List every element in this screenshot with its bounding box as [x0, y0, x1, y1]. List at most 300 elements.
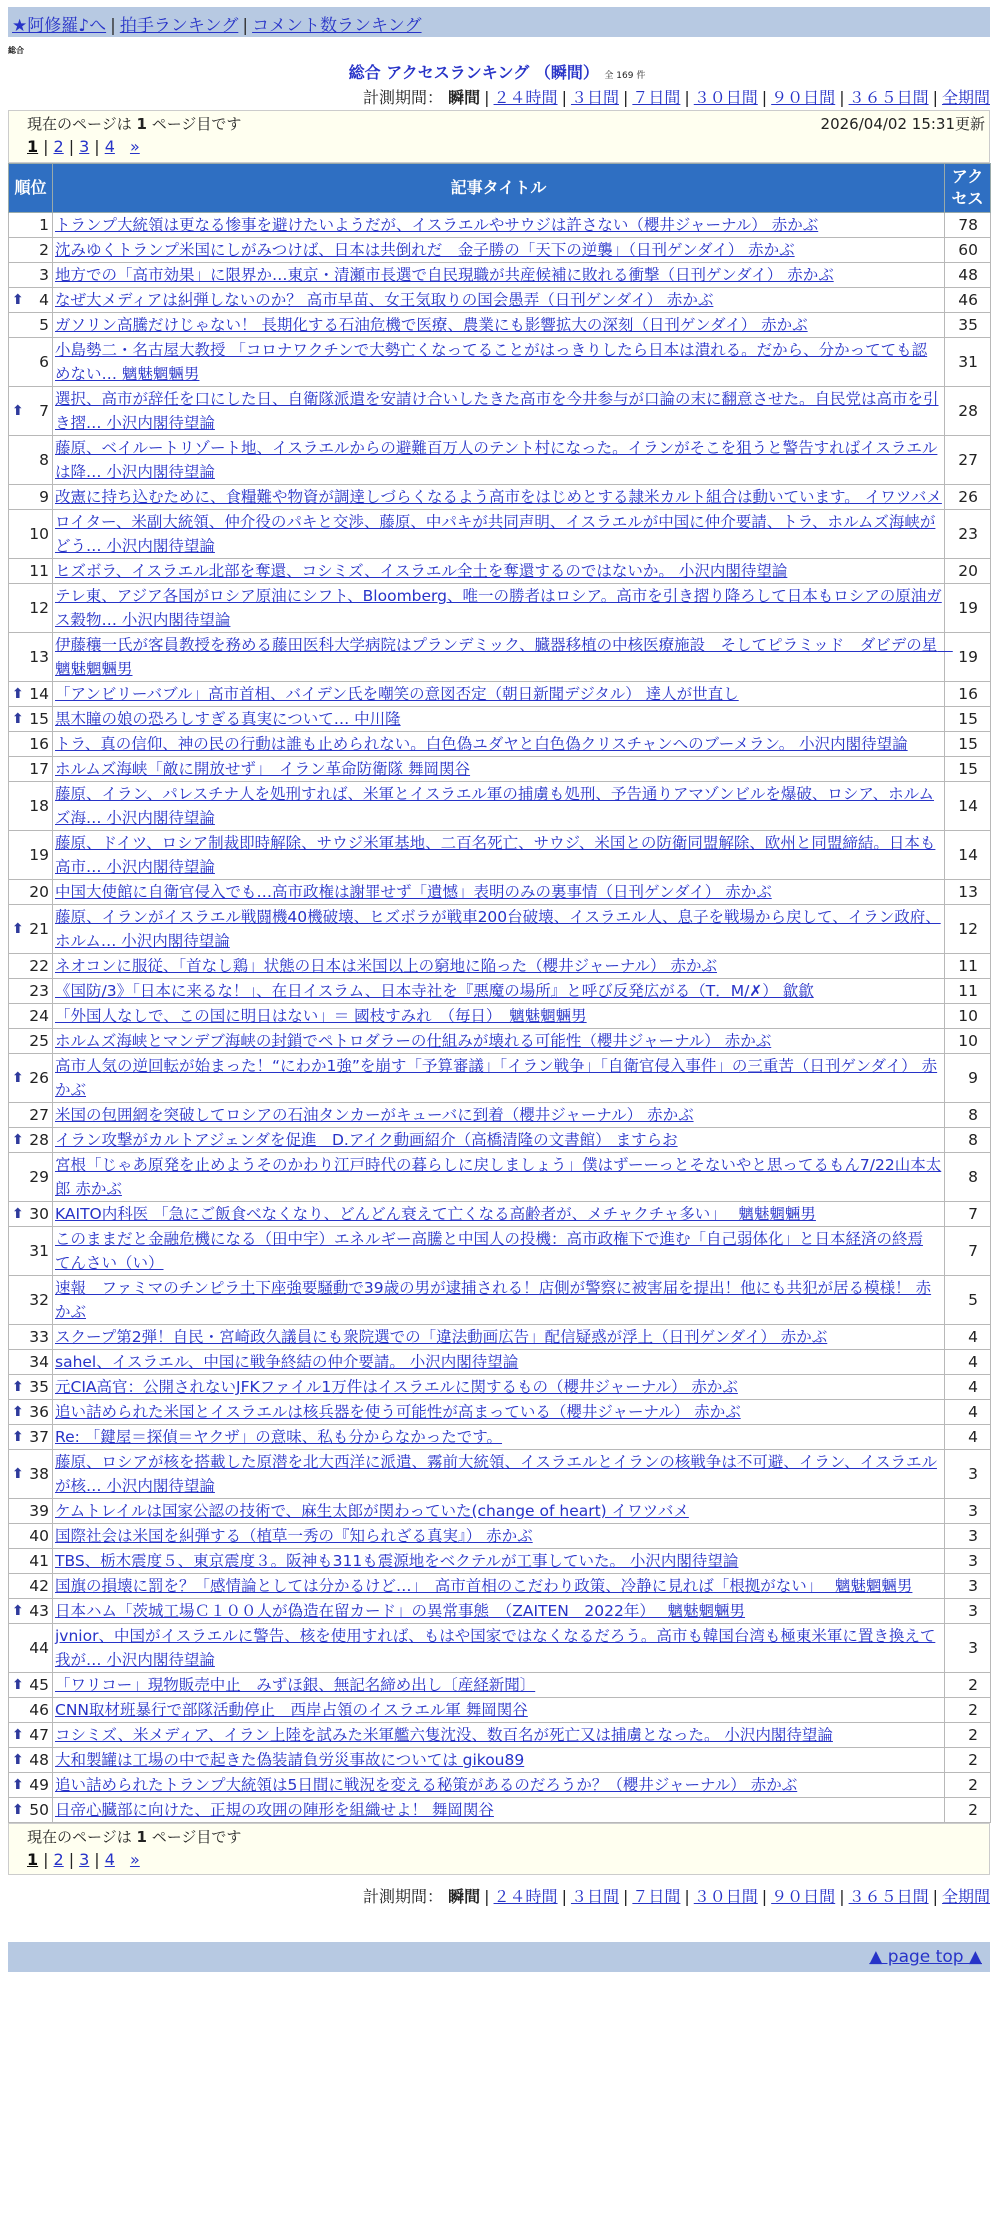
article-link[interactable]: KAITO内科医 「急にご飯食べなくなり、どんどん衰えて亡くなる高齢者が、メチャクチャ多い」 魑魅魍魎男: [55, 1205, 816, 1223]
access-count: 3: [945, 1624, 991, 1673]
table-row: [9, 1524, 991, 1549]
rank-cell: [9, 1128, 53, 1153]
up-arrow-icon: ⬆: [12, 1677, 24, 1693]
rank-cell: [9, 1673, 53, 1698]
rank-cell: [9, 880, 53, 905]
table-row: [9, 1350, 991, 1375]
table-row: [9, 338, 991, 387]
table-row: [9, 1499, 991, 1524]
rank-cell: [9, 1202, 53, 1227]
rank-number: 14: [29, 685, 49, 703]
article-link[interactable]: ヒズボラ、イスラエル北部を奪還、コシミズ、イスラエル全土を奪還するのではないか。 小沢内閣待望論: [55, 562, 788, 580]
rank-cell: [9, 213, 53, 238]
access-count: 20: [945, 559, 991, 584]
updated-timestamp: 2026/04/02 15:31更新: [820, 115, 985, 133]
table-row: [9, 238, 991, 263]
article-link[interactable]: トランプ大統領は更なる惨事を避けたいようだが、イスラエルやサウジは許さない（櫻井ジャーナル） 赤かぶ: [55, 216, 819, 234]
period-all[interactable]: 全期間: [941, 1887, 990, 1906]
up-arrow-icon: ⬆: [12, 403, 24, 419]
article-link[interactable]: 国旗の損壊に罰を？「感情論としては分かるけど…」 高市首相のこだわり政策、冷静に見れば「根拠がない」 魑魅魍魎男: [55, 1577, 913, 1595]
title-cell: [53, 1054, 945, 1103]
access-count: 78: [945, 213, 991, 238]
access-count: 5: [945, 1276, 991, 1325]
rank-cell: [9, 1549, 53, 1574]
page-link-2[interactable]: 2: [53, 137, 64, 156]
rank-number: 1: [39, 216, 49, 234]
access-count: 15: [945, 707, 991, 732]
title-cell: [53, 485, 945, 510]
title-cell: [53, 831, 945, 880]
table-row: [9, 1004, 991, 1029]
title-cell: [53, 1425, 945, 1450]
period-all[interactable]: 全期間: [941, 88, 990, 107]
rank-number: 50: [29, 1801, 49, 1819]
period-3d[interactable]: ３日間: [570, 1887, 619, 1906]
title-cell: [53, 288, 945, 313]
access-count: 11: [945, 954, 991, 979]
table-row: [9, 1723, 991, 1748]
article-link[interactable]: 小島勢二・名古屋大教授 「コロナワクチンで大勢亡くなってることがはっきりしたら日本は潰れる。だから、分かってても認めない… 魑魅魍魎男: [55, 341, 928, 383]
access-count: 31: [945, 338, 991, 387]
period-365d[interactable]: ３６５日間: [848, 88, 929, 107]
article-link[interactable]: ロイター、米副大統領、仲介役のパキと交渉、藤原、中パキが共同声明、イスラエルが中国に仲介要請、トラ、ホルムズ海峡がどう… 小沢内閣待望論: [55, 513, 936, 555]
title-cell: [53, 1227, 945, 1276]
rank-number: 46: [29, 1701, 49, 1719]
up-arrow-icon: ⬆: [12, 1603, 24, 1619]
rank-number: 35: [29, 1378, 49, 1396]
rank-cell: [9, 1004, 53, 1029]
up-arrow-icon: ⬆: [12, 921, 24, 937]
access-count: 27: [945, 436, 991, 485]
article-link[interactable]: なぜ大メディアは糾弾しないのか？ 高市早苗、女王気取りの国会愚弄（日刊ゲンダイ） 赤かぶ: [55, 291, 714, 309]
article-link[interactable]: 追い詰められた米国とイスラエルは核兵器を使う可能性が高まっている（櫻井ジャーナル） 赤かぶ: [55, 1403, 741, 1421]
article-link[interactable]: テレ東、アジア各国がロシア原油にシフト、Bloomberg、唯一の勝者はロシア。高市を引き摺り降ろして日本もロシアの原油ガス穀物… 小沢内閣待望論: [55, 587, 942, 629]
rank-number: 40: [29, 1527, 49, 1545]
rank-cell: [9, 510, 53, 559]
access-count: 15: [945, 757, 991, 782]
title-cell: [53, 707, 945, 732]
period-current: 瞬間: [448, 88, 481, 107]
period-30d[interactable]: ３０日間: [693, 88, 758, 107]
title-cell: [53, 1574, 945, 1599]
up-arrow-icon: ⬆: [12, 1752, 24, 1768]
access-count: 4: [945, 1375, 991, 1400]
access-count: 11: [945, 979, 991, 1004]
rank-cell: [9, 732, 53, 757]
article-link[interactable]: 伊藤穰一氏が客員教授を務める藤田医科大学病院はプランデミック、臓器移植の中核医療施設 そしてピラミッド ダビデの星 魑魅魍魎男: [55, 636, 953, 678]
rank-cell: [9, 1400, 53, 1425]
access-count: 10: [945, 1004, 991, 1029]
article-link[interactable]: 追い詰められたトランプ大統領は5日間に戦況を変える秘策があるのだろうか？（櫻井ジャーナル） 赤かぶ: [55, 1776, 798, 1794]
page-link-next[interactable]: »: [129, 1850, 140, 1869]
rank-number: 8: [39, 451, 49, 469]
table-row: [9, 1773, 991, 1798]
page-links: 1 | 2 | 3 | 4 »: [27, 137, 140, 156]
article-link[interactable]: ガソリン高騰だけじゃない！ 長期化する石油危機で医療、農業にも影響拡大の深刻（日刊ゲンダイ） 赤かぶ: [55, 316, 808, 334]
table-row: [9, 1029, 991, 1054]
title-cell: [53, 905, 945, 954]
table-row: [9, 1128, 991, 1153]
rank-number: 20: [29, 883, 49, 901]
table-row: [9, 1599, 991, 1624]
rank-number: 33: [29, 1328, 49, 1346]
article-link[interactable]: コシミズ、米メディア、イラン上陸を試みた米軍艦六隻沈没、数百名が死亡又は捕虜となった。 小沢内閣待望論: [55, 1726, 833, 1744]
table-row: [9, 1798, 991, 1823]
rank-number: 10: [29, 525, 49, 543]
article-link[interactable]: jvnior、中国がイスラエルに警告、核を使用すれば、もはや国家ではなくなるだろう。高市も韓国台湾も極東米軍に置き換えて我が… 小沢内閣待望論: [55, 1627, 936, 1669]
nav-link-asyura[interactable]: ★阿修羅♪へ: [12, 16, 107, 36]
table-row: [9, 880, 991, 905]
title-cell: [53, 1375, 945, 1400]
access-count: 8: [945, 1128, 991, 1153]
period-label: 計測期間：: [363, 1887, 444, 1906]
up-arrow-icon: ⬆: [12, 1379, 24, 1395]
access-count: 23: [945, 510, 991, 559]
page-top-link[interactable]: ▲ page top ▲: [869, 1947, 982, 1967]
table-row: [9, 213, 991, 238]
title-cell: [53, 782, 945, 831]
rank-cell: [9, 1773, 53, 1798]
period-current: 瞬間: [448, 1887, 481, 1906]
category-label: 総合: [8, 46, 24, 55]
pager-bottom: [8, 1823, 990, 1875]
rank-cell: [9, 1153, 53, 1202]
table-row: [9, 979, 991, 1004]
rank-number: 32: [29, 1291, 49, 1309]
rank-cell: [9, 1624, 53, 1673]
title-cell: [53, 1325, 945, 1350]
rank-cell: [9, 584, 53, 633]
rank-number: 22: [29, 957, 49, 975]
access-count: 15: [945, 732, 991, 757]
article-link[interactable]: TBS、栃木震度５、東京震度３。阪神も311も震源地をベクテルが工事していた。 小沢内閣待望論: [55, 1552, 739, 1570]
table-row: [9, 782, 991, 831]
article-link[interactable]: 「ワリコー」現物販売中止 みずほ銀、無記名締め出し〔産経新聞〕: [55, 1676, 536, 1694]
access-count: 2: [945, 1698, 991, 1723]
rank-number: 37: [29, 1428, 49, 1446]
title-cell: [53, 1798, 945, 1823]
title-cell: [53, 510, 945, 559]
table-row: [9, 1748, 991, 1773]
title-cell: [53, 559, 945, 584]
page-link-next[interactable]: »: [129, 137, 140, 156]
rank-cell: [9, 954, 53, 979]
page-link-3[interactable]: 3: [79, 137, 90, 156]
access-count: 8: [945, 1153, 991, 1202]
rank-number: 3: [39, 266, 49, 284]
up-arrow-icon: ⬆: [12, 1466, 24, 1482]
rank-number: 23: [29, 982, 49, 1000]
table-row: [9, 1103, 991, 1128]
access-count: 8: [945, 1103, 991, 1128]
access-count: 3: [945, 1574, 991, 1599]
pager-current-page: 1: [136, 115, 147, 133]
access-count: 2: [945, 1673, 991, 1698]
rank-cell: [9, 313, 53, 338]
access-count: 26: [945, 485, 991, 510]
period-24h[interactable]: ２４時間: [493, 1887, 558, 1906]
title-cell: [53, 633, 953, 682]
access-count: 3: [945, 1599, 991, 1624]
article-link[interactable]: 藤原、ベイルートリゾート地、イスラエルからの避難百万人のテント村になった。イランがそこを狙うと警告すればイスラエルは降… 小沢内閣待望論: [55, 439, 938, 481]
pager-current-page: 1: [136, 1828, 147, 1846]
article-link[interactable]: 沈みゆくトランプ米国にしがみつけば、日本は共倒れだ 金子勝の「天下の逆襲」（日刊ゲンダイ） 赤かぶ: [55, 241, 795, 259]
page-link-1: 1: [27, 1850, 39, 1869]
rank-number: 15: [29, 710, 49, 728]
access-count: 13: [945, 880, 991, 905]
rank-cell: [9, 1325, 53, 1350]
article-link[interactable]: 中国大使館に自衛官侵入でも…高市政権は謝罪せず「遺憾」表明のみの裏事情（日刊ゲンダイ） 赤かぶ: [55, 883, 772, 901]
table-row: [9, 1202, 991, 1227]
rank-number: 17: [29, 760, 49, 778]
period-selector-top: 計測期間： 瞬間 | ２４時間 | ３日間 | ７日間 | ３０日間 | ９０日間 | ３６５日間 | 全期間: [363, 88, 990, 107]
table-row: [9, 1450, 991, 1499]
article-link[interactable]: 大和製罐は工場の中で起きた偽装請負労災事故については gikou89: [55, 1751, 525, 1769]
page-link-2[interactable]: 2: [53, 1850, 64, 1869]
access-count: 60: [945, 238, 991, 263]
table-row: [9, 1698, 991, 1723]
table-row: [9, 510, 991, 559]
rank-number: 9: [39, 488, 49, 506]
title-cell: [53, 682, 945, 707]
article-link[interactable]: 速報 ファミマのチンピラ土下座強要騒動で39歳の男が逮捕される！店側が警察に被害届を提出！他にも共犯が居る模様！ 赤かぶ: [55, 1279, 932, 1321]
table-header-row: [9, 164, 991, 213]
article-link[interactable]: 黒木瞳の娘の恐ろしすぎる真実について… 中川隆: [55, 710, 401, 728]
title-cell: [53, 436, 945, 485]
article-link[interactable]: sahel、イスラエル、中国に戦争終結の仲介要請。 小沢内閣待望論: [55, 1353, 519, 1371]
article-link[interactable]: 宮根「じゃあ原発を止めようそのかわり江戸時代の暮らしに戻しましょう」僕はずーーっとそないやと思ってるもん7/22山本太郎 赤かぶ: [55, 1156, 942, 1198]
rank-number: 49: [29, 1776, 49, 1794]
title-cell: [53, 1450, 945, 1499]
rank-cell: [9, 436, 53, 485]
period-7d[interactable]: ７日間: [632, 88, 681, 107]
title-cell: [53, 213, 945, 238]
title-cell: [53, 1599, 945, 1624]
table-row: [9, 682, 991, 707]
title-cell: [53, 954, 945, 979]
article-link[interactable]: このままだと金融危機になる（田中宇）エネルギー高騰と中国人の投機：高市政権下で進む「自己弱体化」と日本経済の終焉 てんさい（い）: [55, 1230, 924, 1272]
article-link[interactable]: 地方での「高市効果」に限界か…東京・清瀬市長選で自民現職が共産候補に敗れる衝撃（日刊ゲンダイ） 赤かぶ: [55, 266, 834, 284]
title-cell: [53, 1276, 945, 1325]
top-nav-bar: [8, 7, 990, 37]
access-count: 12: [945, 905, 991, 954]
title-cell: [53, 1499, 945, 1524]
article-link[interactable]: ネオコンに服従、「首なし鶏」状態の日本は米国以上の窮地に陥った（櫻井ジャーナル） 赤かぶ: [55, 957, 717, 975]
article-link[interactable]: 藤原、ドイツ、ロシア制裁即時解除、サウジ米軍基地、二百名死亡、サウジ、米国との防衛同盟解除、欧州と同盟締結。日本も高市… 小沢内閣待望論: [55, 834, 936, 876]
rank-number: 47: [29, 1726, 49, 1744]
rank-cell: [9, 1698, 53, 1723]
title-cell: [53, 1202, 945, 1227]
access-count: 4: [945, 1325, 991, 1350]
nav-link-clap-ranking[interactable]: 拍手ランキング: [119, 16, 239, 36]
article-link[interactable]: 元CIA高官：公開されないJFKファイル1万件はイスラエルに関するもの（櫻井ジャーナル） 赤かぶ: [55, 1378, 738, 1396]
article-link[interactable]: 米国の包囲網を突破してロシアの石油タンカーがキューバに到着（櫻井ジャーナル） 赤かぶ: [55, 1106, 694, 1124]
article-link[interactable]: ホルムズ海峡「敵に開放せず」 イラン革命防衛隊 舞岡関谷: [55, 760, 471, 778]
rank-number: 42: [29, 1577, 49, 1595]
rank-cell: [9, 559, 53, 584]
article-link[interactable]: スクープ第2弾！自民・宮崎政久議員にも衆院選での「違法動画広告」配信疑惑が浮上（日刊ゲンダイ） 赤かぶ: [55, 1328, 828, 1346]
access-count: 4: [945, 1425, 991, 1450]
table-row: [9, 732, 991, 757]
period-30d[interactable]: ３０日間: [693, 1887, 758, 1906]
access-count: 7: [945, 1227, 991, 1276]
title-cell: [53, 1524, 945, 1549]
table-row: [9, 559, 991, 584]
table-row: [9, 1574, 991, 1599]
table-row: [9, 436, 991, 485]
access-count: 14: [945, 782, 991, 831]
page-title: [0, 60, 994, 83]
access-count: 16: [945, 682, 991, 707]
article-link[interactable]: 国際社会は米国を糾弾する（植草一秀の『知られざる真実』） 赤かぶ: [55, 1527, 533, 1545]
rank-number: 27: [29, 1106, 49, 1124]
rank-cell: [9, 1227, 53, 1276]
table-row: [9, 831, 991, 880]
article-link[interactable]: 高市人気の逆回転が始まった！“にわか1強”を崩す「予算審議」「イラン戦争」「自衛官侵入事件」の三重苦（日刊ゲンダイ） 赤かぶ: [55, 1057, 938, 1099]
up-arrow-icon: ⬆: [12, 1727, 24, 1743]
col-header-rank: 順位: [9, 164, 53, 213]
article-link[interactable]: イラン攻撃がカルトアジェンダを促進 D.アイク動画紹介（高橋清隆の文書館） ますらお: [55, 1131, 678, 1149]
title-cell: [53, 1103, 945, 1128]
page-link-1: 1: [27, 137, 39, 156]
rank-cell: [9, 633, 53, 682]
pager-info-suffix: ページ目です: [151, 115, 242, 133]
rank-number: 25: [29, 1032, 49, 1050]
page-title-text: 総合 アクセスランキング （瞬間）: [348, 63, 599, 82]
pager-top: [8, 110, 990, 163]
article-link[interactable]: 日本ハム「茨城工場Ｃ１００人が偽造在留カード」の異常事態 （ZAITEN 2022年） 魑魅魍魎男: [55, 1602, 746, 1620]
rank-number: 44: [29, 1639, 49, 1657]
table-row: [9, 1276, 991, 1325]
article-link[interactable]: Re: 「鍵屋＝探偵＝ヤクザ」の意味、私も分からなかったです。: [55, 1428, 503, 1446]
access-count: 3: [945, 1524, 991, 1549]
rank-number: 41: [29, 1552, 49, 1570]
rank-cell: [9, 1276, 53, 1325]
rank-number: 5: [39, 316, 49, 334]
access-count: 28: [945, 387, 991, 436]
period-7d[interactable]: ７日間: [632, 1887, 681, 1906]
period-90d[interactable]: ９０日間: [771, 88, 836, 107]
rank-cell: [9, 238, 53, 263]
article-link[interactable]: 《国防/3》「日本に来るな！」、在日イスラム、日本寺社を『悪魔の場所』と呼び反発広がる（T．M/✗） 歙歙: [55, 982, 814, 1000]
access-count: 9: [945, 1054, 991, 1103]
rank-cell: [9, 682, 53, 707]
period-90d[interactable]: ９０日間: [771, 1887, 836, 1906]
rank-number: 11: [29, 562, 49, 580]
rank-cell: [9, 979, 53, 1004]
ranking-table-body: [9, 213, 991, 1823]
article-link[interactable]: 日帝心臓部に向けた、正規の攻囲の陣形を組織せよ！ 舞岡関谷: [55, 1801, 494, 1819]
article-link[interactable]: 「外国人なしで、この国に明日はない」＝ 國枝すみれ （毎日） 魑魅魍魎男: [55, 1007, 587, 1025]
access-count: 14: [945, 831, 991, 880]
period-365d[interactable]: ３６５日間: [848, 1887, 929, 1906]
article-link[interactable]: 藤原、イラン、パレスチナ人を処刑すれば、米軍とイスラエル軍の捕虜も処刑、予告通りアマゾンビルを爆破、ロシア、ホルムズ海… 小沢内閣待望論: [55, 785, 935, 827]
title-cell: [53, 238, 945, 263]
article-link[interactable]: CNN取材班暴行で部隊活動停止 西岸占領のイスラエル軍 舞岡関谷: [55, 1701, 528, 1719]
page-links: 1 | 2 | 3 | 4 »: [27, 1850, 140, 1869]
title-cell: [53, 1673, 945, 1698]
rank-number: 45: [29, 1676, 49, 1694]
title-cell: [53, 732, 945, 757]
rank-number: 18: [29, 797, 49, 815]
article-link[interactable]: 藤原、イランがイスラエル戦闘機40機破壊、ヒズボラが戦車200台破壊、イスラエル人、息子を戦場から戻して、イラン政府、ホルム… 小沢内閣待望論: [55, 908, 941, 950]
title-cell: [53, 1004, 945, 1029]
pager-info: [27, 1826, 241, 1847]
up-arrow-icon: ⬆: [12, 1206, 24, 1222]
table-row: [9, 1375, 991, 1400]
rank-number: 38: [29, 1465, 49, 1483]
title-cell: [53, 979, 945, 1004]
rank-cell: [9, 1375, 53, 1400]
rank-number: 34: [29, 1353, 49, 1371]
period-3d[interactable]: ３日間: [570, 88, 619, 107]
title-cell: [53, 1350, 945, 1375]
period-24h[interactable]: ２４時間: [493, 88, 558, 107]
title-cell: [53, 1624, 945, 1673]
article-link[interactable]: 藤原、ロシアが核を搭載した原潜を北大西洋に派遣、霧前大統領、イスラエルとイランの核戦争は不可避、イラン、イスラエルが核… 小沢内閣待望論: [55, 1453, 937, 1495]
table-row: [9, 288, 991, 313]
rank-number: 2: [39, 241, 49, 259]
article-link[interactable]: トラ、真の信仰、神の民の行動は誰も止められない。白色偽ユダヤと白色偽クリスチャンへのブーメラン。 小沢内閣待望論: [55, 735, 908, 753]
nav-link-comment-ranking[interactable]: コメント数ランキング: [252, 16, 422, 36]
article-link[interactable]: ケムトレイルは国家公認の技術で、麻生太郎が関わっていた(change of heart) イワツバメ: [55, 1502, 689, 1520]
access-count: 4: [945, 1400, 991, 1425]
rank-cell: [9, 1425, 53, 1450]
table-row: [9, 905, 991, 954]
access-count: 3: [945, 1450, 991, 1499]
table-row: [9, 313, 991, 338]
rank-cell: [9, 1350, 53, 1375]
rank-number: 7: [39, 402, 49, 420]
access-count: 35: [945, 313, 991, 338]
up-arrow-icon: ⬆: [12, 686, 24, 702]
nav-separator: |: [242, 16, 249, 36]
title-cell: [53, 880, 945, 905]
page-link-4[interactable]: 4: [104, 137, 115, 156]
rank-cell: [9, 782, 53, 831]
rank-cell: [9, 905, 53, 954]
page-link-4[interactable]: 4: [104, 1850, 115, 1869]
rank-number: 24: [29, 1007, 49, 1025]
page-link-3[interactable]: 3: [79, 1850, 90, 1869]
table-row: [9, 1153, 991, 1202]
table-row: [9, 485, 991, 510]
table-row: [9, 1673, 991, 1698]
rank-number: 4: [39, 291, 49, 309]
access-count: 3: [945, 1499, 991, 1524]
period-label: 計測期間：: [363, 88, 444, 107]
title-cell: [53, 1128, 945, 1153]
article-link[interactable]: 選択、高市が辞任を口にした日、自衛隊派遣を安請け合いしたきた高市を今井参与が口論の末に翻意させた。自民党は高市を引き摺… 小沢内閣待望論: [55, 390, 939, 432]
article-link[interactable]: 「アンビリーバブル」高市首相、バイデン氏を嘲笑の意図否定（朝日新聞デジタル） 達人が世直し: [55, 685, 739, 703]
rank-cell: [9, 1748, 53, 1773]
table-row: [9, 584, 991, 633]
pager-info-prefix: 現在のページは: [27, 115, 132, 133]
title-cell: [53, 263, 945, 288]
article-link[interactable]: 改憲に持ち込むために、食糧難や物資が調達しづらくなるよう高市をはじめとする隷米カルト組合は動いています。 イワツバメ: [55, 488, 942, 506]
title-cell: [53, 313, 945, 338]
pager-info-suffix: ページ目です: [151, 1828, 242, 1846]
rank-number: 30: [29, 1205, 49, 1223]
access-count: 19: [945, 584, 991, 633]
rank-number: 12: [29, 599, 49, 617]
up-arrow-icon: ⬆: [12, 1429, 24, 1445]
table-row: [9, 1400, 991, 1425]
rank-number: 16: [29, 735, 49, 753]
article-link[interactable]: ホルムズ海峡とマンデブ海峡の封鎖でペトロダラーの仕組みが壊れる可能性（櫻井ジャーナル） 赤かぶ: [55, 1032, 772, 1050]
up-arrow-icon: ⬆: [12, 711, 24, 727]
rank-cell: [9, 1029, 53, 1054]
